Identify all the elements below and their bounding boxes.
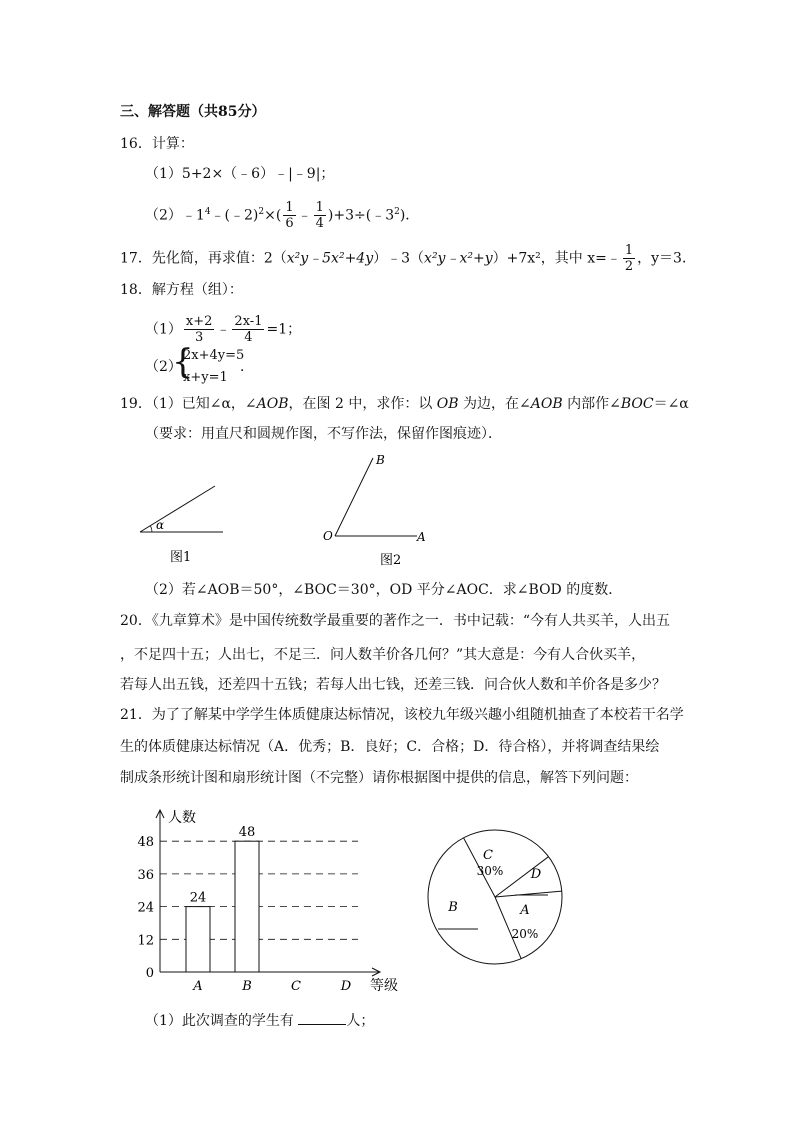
q19-aob2: AOB <box>530 396 563 412</box>
q18-eq1: 2x+4y=5 <box>183 348 245 363</box>
q16-p2-exp2: 2 <box>258 206 265 217</box>
denominator: 4 <box>315 216 324 231</box>
fig2-label: 图2 <box>380 553 402 568</box>
q20-line3: 若每人出五钱，还差四十五钱；若每人出七钱，还差三钱．问合伙人数和羊价各是多少？ <box>120 677 666 693</box>
fraction-one-half <box>623 243 635 274</box>
figure-1 <box>140 486 223 565</box>
x-axis-label: 等级 <box>370 978 398 994</box>
q21-sub1-a: （1）此次调查的学生有 <box>145 1013 299 1029</box>
y-tick-label: 24 <box>137 900 154 916</box>
q21-sub1 <box>145 1010 374 1031</box>
slice-percent-c: 30% <box>476 864 504 878</box>
fig1-alpha: α <box>156 518 165 532</box>
q19-l1b: ，在图 2 中，求作：以 <box>288 396 437 412</box>
q18-eq2: x+y=1 <box>183 370 228 385</box>
denominator: 6 <box>285 216 294 231</box>
denominator: 3 <box>195 330 204 345</box>
q16-part2 <box>145 200 419 231</box>
y-tick-label: 0 <box>145 966 154 981</box>
slice-percent-a: 20% <box>511 927 539 941</box>
slice-label-b: B <box>448 900 458 915</box>
q17-b: ）﹣3（ <box>373 250 425 267</box>
fraction-x-plus-2-over-3 <box>184 314 215 345</box>
q16-p2-exp1: 4 <box>204 206 211 217</box>
slice-label-d: D <box>530 867 542 882</box>
y-tick-label: 36 <box>137 867 154 883</box>
fig2-point-b: B <box>376 453 385 467</box>
fig1-label: 图1 <box>170 550 192 565</box>
q18-p2-label: （2） <box>145 359 182 375</box>
q20-line2: ，不足四十五；人出七，不足三．问人数羊价各几何？”其大意是：今有人合伙买羊， <box>120 647 646 663</box>
angle-figures <box>130 448 450 573</box>
bar <box>186 907 210 972</box>
q18-heading: 18．解方程（组）： <box>120 282 243 298</box>
q18-p1-tail: =1； <box>266 321 302 338</box>
q19-l1c: 为边，在∠ <box>458 396 531 412</box>
fig1-angle-arc <box>151 526 153 532</box>
q16-part1: （1）5+2×（﹣6）﹣|﹣9|； <box>145 166 335 182</box>
q19-ob: OB <box>436 396 459 412</box>
q21-line3: 制成条形统计图和扇形统计图（不完整）请你根据图中提供的信息，解答下列问题： <box>120 770 638 786</box>
q17-a: 17．先化简，再求值：2（ <box>120 250 287 267</box>
q19-l1d: 内部作∠ <box>562 396 621 412</box>
q16-p2-e: )． <box>399 207 420 224</box>
q16-heading: 16．计算： <box>120 136 194 152</box>
q16-p2-c: ×( <box>264 207 282 224</box>
numerator: x+2 <box>185 314 213 329</box>
q19-line1 <box>120 394 689 414</box>
q19-line3: （2）若∠AOB＝50°，∠BOC＝30°，OD 平分∠AOC．求∠BOD 的度数． <box>145 582 623 598</box>
bar <box>235 841 259 972</box>
system-brace: { <box>172 342 194 382</box>
q21-line1: 21．为了了解某中学学生体质健康达标情况，该校九年级兴趣小组随机抽查了本校若干名学 <box>120 707 684 723</box>
q16-p2-minus: ﹣ <box>297 207 312 224</box>
fig2-point-o: O <box>323 529 333 543</box>
fraction-2x-minus-1-over-4 <box>232 314 264 345</box>
x-tick-label: B <box>242 979 252 994</box>
q18-p1-minus: ﹣ <box>216 321 231 338</box>
denominator: 4 <box>244 330 253 345</box>
x-tick-label: D <box>340 979 352 994</box>
fig2-point-a: A <box>417 530 426 544</box>
q16-p2-b: ﹣(﹣2) <box>210 207 259 224</box>
q17-expr1: x²y﹣5x²+4y <box>286 250 374 267</box>
bar-data-label: 24 <box>189 890 207 906</box>
q20-line1: 20．《九章算术》是中国传统数学最重要的著作之一．书中记载：“今有人共买羊，人出五 <box>120 613 670 629</box>
q19-boc: BOC <box>620 396 654 412</box>
q19-l1a: 19．（1）已知∠α，∠ <box>120 396 257 412</box>
numerator: 2x-1 <box>234 314 263 329</box>
q16-p2-d: )+3÷(﹣3 <box>327 207 395 224</box>
x-tick-label: C <box>291 979 301 994</box>
q21-sub1-b: 人； <box>346 1013 375 1029</box>
fig1-ray-top <box>140 486 215 532</box>
q16-p2-exp3: 2 <box>394 206 400 217</box>
q16-p2-a: （2）﹣1 <box>145 207 205 224</box>
fraction-one-sixth <box>283 200 295 231</box>
section-title: 三、解答题（共85分） <box>120 104 266 120</box>
q17-c: ）+7x²，其中 x=﹣ <box>492 250 621 267</box>
x-tick-label: A <box>193 979 203 994</box>
y-axis-label: 人数 <box>168 810 196 826</box>
pie-chart <box>420 822 570 972</box>
q21-line2: 生的体质健康达标情况（A．优秀；B．良好；C．合格；D．待合格），并将调查结果绘 <box>120 739 660 755</box>
q19-aob: AOB <box>256 396 289 412</box>
slice-label-a: A <box>520 903 530 918</box>
q17-expr2: x²y﹣x²+y <box>424 250 493 267</box>
fraction-one-fourth <box>314 200 326 231</box>
bar-data-label: 48 <box>238 825 256 841</box>
numerator: 1 <box>285 200 294 215</box>
fig2-ray-ob <box>335 458 373 536</box>
slice-label-c: C <box>483 848 493 863</box>
y-tick-label: 12 <box>137 933 154 949</box>
q18-part1 <box>145 314 301 345</box>
q19-line2: （要求：用直尺和圆规作图，不写作法，保留作图痕迹）． <box>145 426 502 442</box>
q19-l1e: ＝∠α <box>653 396 689 412</box>
q18-p2-tail: ． <box>240 359 254 375</box>
y-tick-label: 48 <box>137 835 154 851</box>
numerator: 1 <box>315 200 324 215</box>
q17-line <box>120 243 696 274</box>
q18-p1-label: （1） <box>145 321 182 338</box>
numerator: 1 <box>624 243 634 258</box>
answer-blank[interactable] <box>298 1010 346 1025</box>
q17-d: ，y＝3． <box>637 250 696 267</box>
denominator: 2 <box>624 259 634 274</box>
figure-2 <box>323 453 426 568</box>
bar-chart <box>130 800 415 1000</box>
